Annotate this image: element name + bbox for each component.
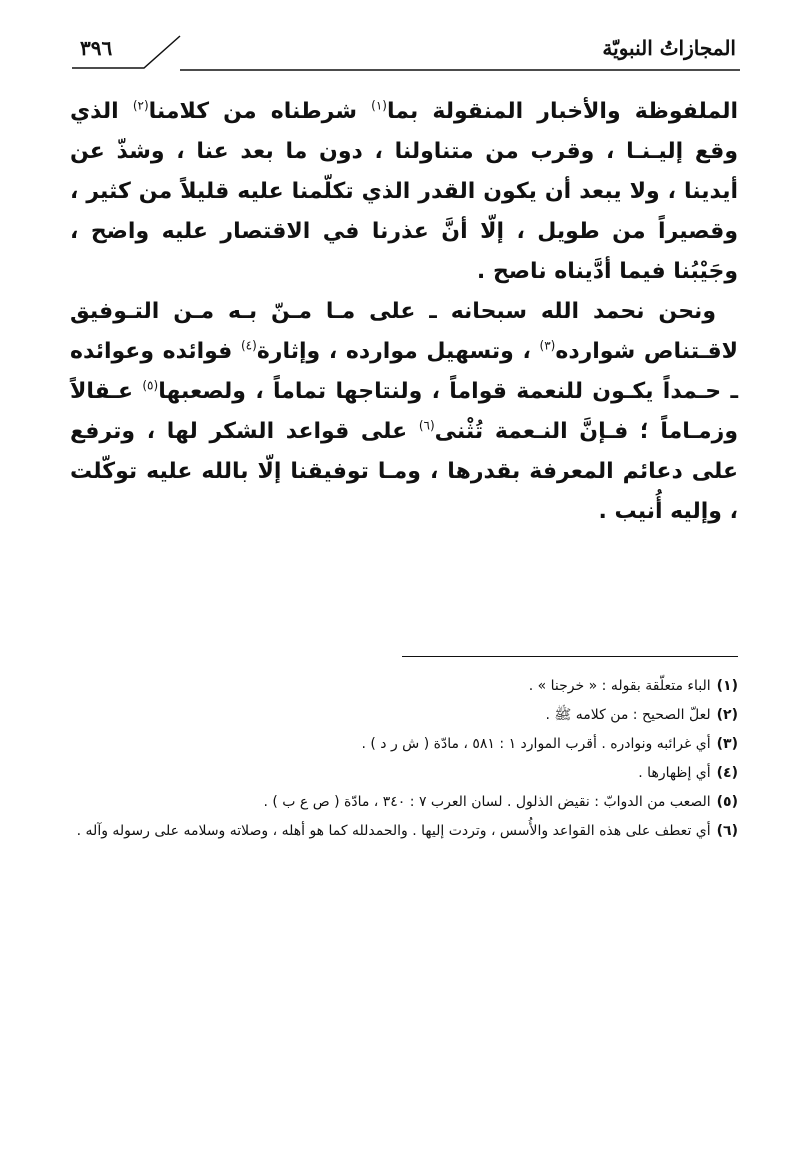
footnote-text: أي إظهارها . <box>638 765 711 781</box>
page-number: ٣٩٦ <box>80 36 113 60</box>
footnote-text: الباء متعلّقة بقوله : « خرجنا » . <box>528 678 711 694</box>
page-header <box>72 32 740 76</box>
paragraph-text: فوائده وعوائده ـ حـمداً يكـون للنعمة قواماً ، ولنتاجها تماماً ، ولصعبها <box>70 339 739 404</box>
footnote-ref: (١) <box>371 98 387 113</box>
footnote <box>70 672 738 701</box>
paragraph-text: شرطناه من كلامنا <box>148 99 372 124</box>
running-head-title: المجازاتُ النبويّة <box>602 36 736 60</box>
paragraph-text: ، وتسهيل موارده ، وإثارة <box>256 339 540 364</box>
paragraph-text: ونحن نحمد الله سبحانه ـ على مـا مـنّ بـه مـن التـوفيق لاقـتناص شوارده <box>70 299 739 364</box>
footnotes <box>70 672 738 846</box>
paragraph-text: على قواعد الشكر لها ، وترفع على دعائم المعرفة بقدرها ، ومـا توفيقنا إلّا بالله عليه توكّلت ، وإليه أُنيب . <box>70 419 738 524</box>
footnote-number: (٢) <box>716 707 738 723</box>
footnote-number: (٣) <box>716 736 738 752</box>
footnote-number: (٦) <box>716 823 738 839</box>
footnote-ref: (٦) <box>418 418 435 433</box>
paragraph-text: عـقالاً وزمـاماً ؛ فـإنَّ النـعمة تُثْنى <box>70 379 738 444</box>
paragraph <box>70 292 738 532</box>
footnote <box>70 730 738 759</box>
footnote-text: أي تعطف على هذه القواعد والأُسس ، وتردت إليها . والحمدلله كما هو أهله ، وصلاته وسلامه على رسوله وآله . <box>76 823 711 839</box>
paragraph <box>70 92 738 292</box>
footnote <box>70 759 738 788</box>
footnote-text: أي غرائبه ونوادره . أقرب الموارد ١ : ٥٨١ ، مادّة ( ش ر د ) . <box>361 736 711 752</box>
footnote-text: لعلّ الصحيح : من كلامه ﷺ . <box>545 707 711 723</box>
paragraph-text: الملفوظة والأخبار المنقولة بما <box>386 99 739 124</box>
footnote-number: (٥) <box>716 794 738 810</box>
footnote-text: الصعب من الدوابّ : نقيض الذلول . لسان العرب ٧ : ٣٤٠ ، مادّة ( ص ع ب ) . <box>263 794 711 810</box>
footnote-ref: (٣) <box>539 338 556 353</box>
footnote-number: (١) <box>716 678 738 694</box>
footnote <box>70 788 738 817</box>
footnote-ref: (٥) <box>142 378 159 393</box>
footnote-separator <box>402 656 738 657</box>
footnote-ref: (٢) <box>132 98 149 113</box>
footnote-ref: (٤) <box>240 338 257 353</box>
footnote <box>70 701 738 730</box>
paragraph-text: الذي وقع إليـنـا ، وقرب من متناولنا ، دون ما بعد عنا ، وشذّ عن أيدينا ، ولا يبعد أن يكون القدر الذي تكلّمنا عليه قليلاً من كثير ، وقصيراً من طويل ، إلّا أنَّ عذرنا في الاقتصار عليه واضح ، وجَيْبُنا فيما أدَّيناه ناصح . <box>70 99 738 284</box>
footnote-number: (٤) <box>716 765 738 781</box>
main-text <box>70 92 738 532</box>
footnote <box>70 817 738 846</box>
